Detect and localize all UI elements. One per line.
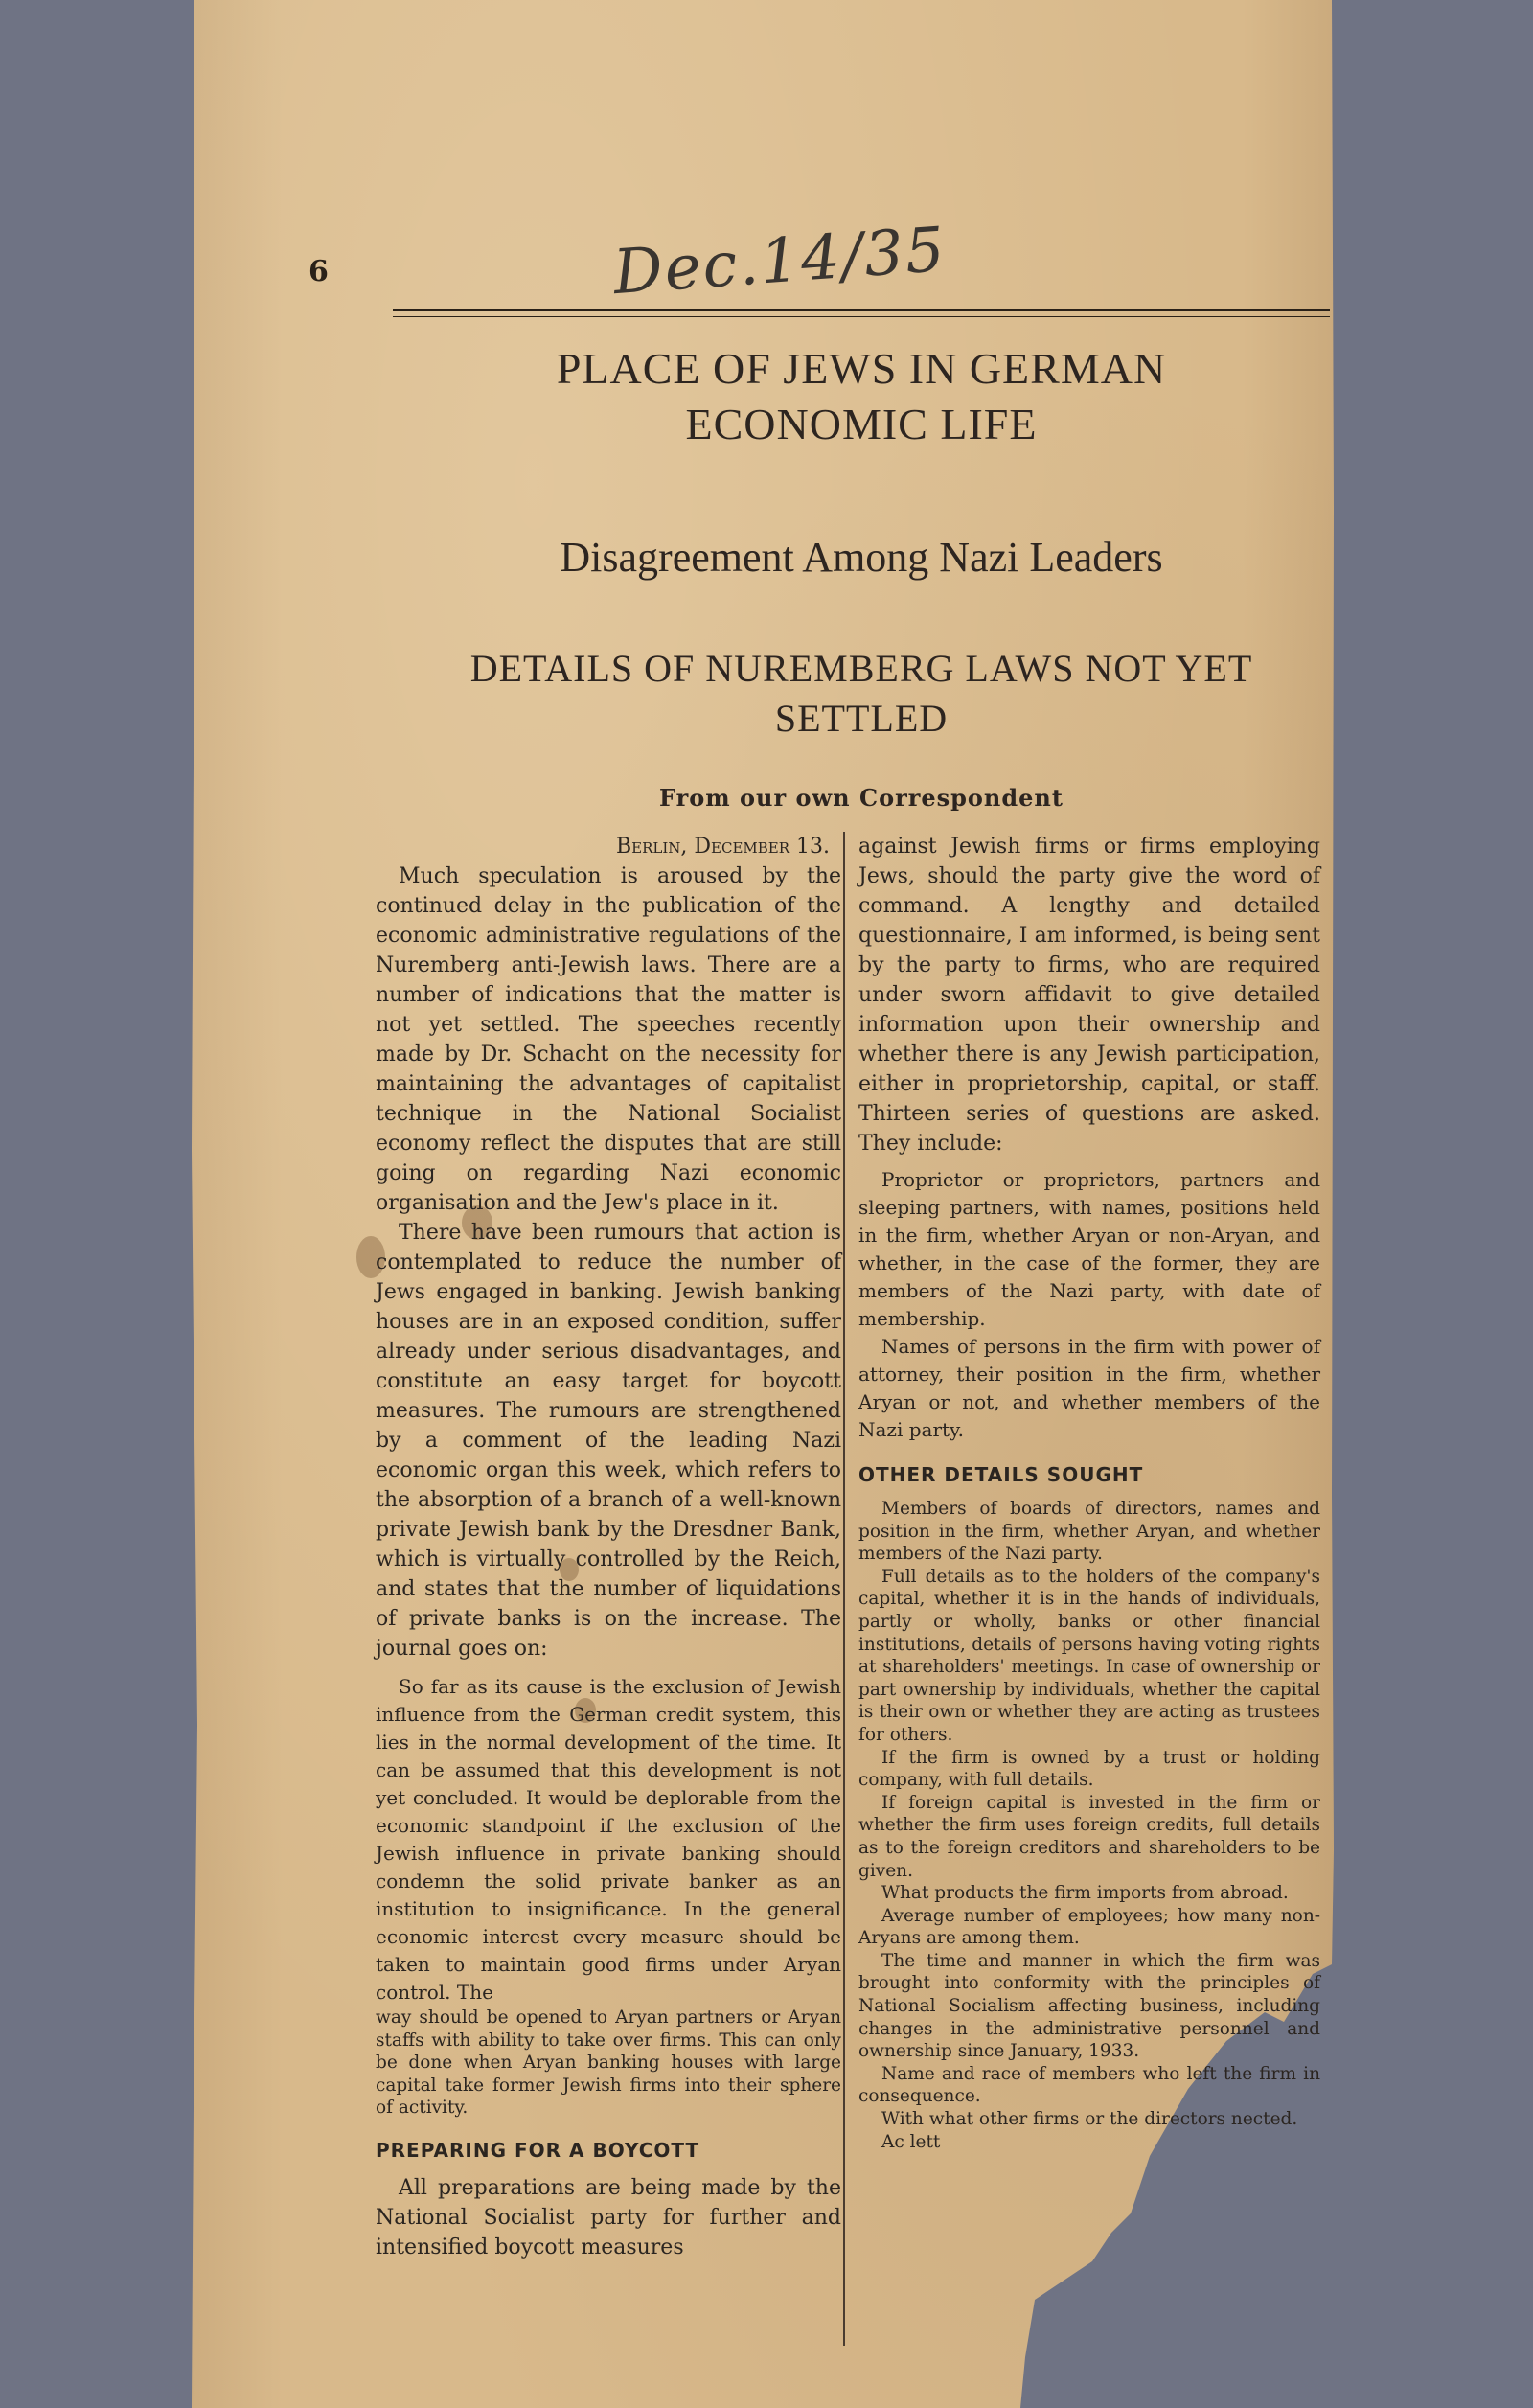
- column-rule: [843, 832, 845, 2346]
- question-item: Ac lett: [881, 2131, 941, 2152]
- paragraph: All preparations are being made by the National Socialist party for further and intensified boycott measures: [376, 2175, 841, 2259]
- section-subhead: OTHER DETAILS SOUGHT: [858, 1463, 1144, 1486]
- paragraph: against Jewish firms or firms employing Jews, should the party give the word of command. A lengthy and detailed questionnaire, I am informed, is being sent by the party to firms, who are required under sworn affidavit to give detailed information upon their ownership and whether there is any Jewish participation, either in proprietorship, capital, or staff. Thirteen series of questions are asked. They include:: [858, 835, 1320, 1156]
- question-item: Name and race of members who left the firm in consequence.: [858, 2063, 1320, 2107]
- headline-main: PLACE OF JEWS IN GERMAN ECONOMIC LIFE: [556, 344, 1167, 448]
- handwritten-date: Dec.14/35: [610, 214, 949, 310]
- headline-sub: Disagreement Among Nazi Leaders: [560, 534, 1163, 581]
- dateline: Berlin, December 13.: [615, 835, 830, 859]
- question-item: Full details as to the holders of the company's capital, whether it is in the hands of individuals, partly or wholly, banks or other financial institutions, details of persons having voting rights at shareholders' meetings. In case of ownership or part ownership by individuals, whether the capital is their own or whether they are acting as trustees for others.: [858, 1566, 1320, 1745]
- paragraph: Much speculation is aroused by the continued delay in the publication of the economic administrative regulations of the Nuremberg anti-Jewish laws. There are a number of indications that the matter is not yet settled. The speeches recently made by Dr. Schacht on the necessity for maintaining the advantages of capitalist technique in the National Socialist economy reflect the disputes that are still going on regarding Nazi economic organisation and the Jew's place in it.: [376, 864, 841, 1215]
- quote-paragraph: So far as its cause is the exclusion of Jewish influence from the German credit system, this lies in the normal development of the time. It can be assumed that this development is not yet concluded. It would be deplorable from the economic standpoint if the exclusion of the Jewish influence in private banking should condemn the solid private banker as an institution to insignificance. In the general economic interest every measure should be taken to maintain good firms under Aryan control. The: [376, 1675, 841, 2004]
- question-item: What products the firm imports from abroad.: [881, 1883, 1289, 1904]
- question-item: With what other firms or the directors nected.: [881, 2109, 1298, 2130]
- question-item: Names of persons in the firm with power of attorney, their position in the firm, whether Aryan or not, and whether members of the Nazi party.: [858, 1335, 1320, 1441]
- question-item: If foreign capital is invested in the firm or whether the firm uses foreign credits, full details as to the foreign creditors and shareholders to be given.: [858, 1792, 1320, 1881]
- question-item: Average number of employees; how many non-Aryans are among them.: [858, 1905, 1320, 1949]
- right-column: [858, 832, 1320, 2153]
- question-item: The time and manner in which the firm was brought into conformity with the principles of National Socialism affecting business, including changes in the administrative personnel and ownership since January, 1933.: [858, 1950, 1320, 2062]
- left-column: [376, 832, 841, 2262]
- question-item: Members of boards of directors, names and position in the firm, whether Aryan, and whether members of the Nazi party.: [858, 1499, 1320, 1565]
- page-number: 6: [309, 255, 329, 288]
- paragraph: There have been rumours that action is contemplated to reduce the number of Jews engaged in banking. Jewish banking houses are in an exposed condition, suffer already under serious disadvantages, and constitute an easy target for boycott measures. The rumours are strengthened by a comment of the leading Nazi economic organ this week, which refers to the absorption of a branch of a well-known private Jewish bank by the Dresdner Bank, which is virtually controlled by the Reich, and states that the number of liquidations of private banks is on the increase. The journal goes on:: [376, 1221, 841, 1661]
- question-item: If the firm is owned by a trust or holding company, with full details.: [858, 1747, 1320, 1791]
- headline-deck: DETAILS OF NUREMBERG LAWS NOT YET SETTLED: [469, 647, 1253, 740]
- byline: From our own Correspondent: [659, 784, 1064, 812]
- header-rule: [393, 309, 1330, 311]
- quote-paragraph: way should be opened to Aryan partners or Aryan staffs with ability to take over firms. This can only be done when Aryan banking houses with large capital take former Jewish firms into their sphere of activity.: [376, 2007, 841, 2119]
- section-subhead: PREPARING FOR A BOYCOTT: [376, 2138, 700, 2162]
- question-item: Proprietor or proprietors, partners and sleeping partners, with names, positions held in the firm, whether Aryan or non-Aryan, and whether, in the case of the former, they are members of the Nazi party, with date of membership.: [858, 1168, 1320, 1330]
- header-rule: [393, 316, 1330, 317]
